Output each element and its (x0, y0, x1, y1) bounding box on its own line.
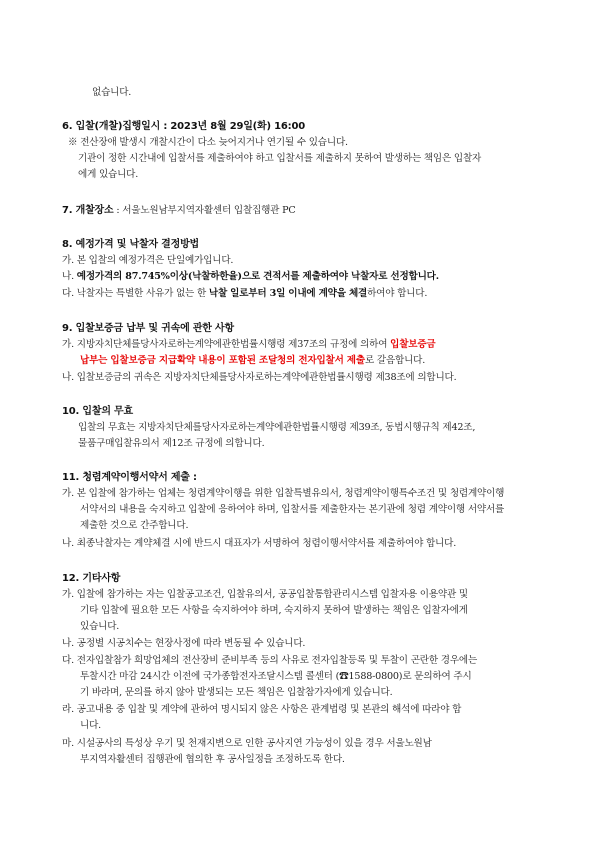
section-8-heading: 8. 예정가격 및 낙찰자 결정방법 (62, 239, 200, 250)
section-10-heading: 10. 입찰의 무효 (62, 406, 133, 417)
section-12-item-ga-line-3: 있습니다. (80, 621, 120, 632)
section-8-item-na (62, 270, 439, 283)
section-11-item-ga-line-1: 가. 본 입찰에 참가하는 업체는 청렴계약이행을 위한 입찰특별유의서, 청렴계약이행특수조건 및 청렴계약이행 (62, 488, 505, 499)
section-12-item-ra-line-2: 니다. (80, 720, 101, 731)
section-6-body-line-2: 에게 있습니다. (78, 169, 139, 180)
section-8-item-da-suffix: 하여야 합니다. (367, 288, 428, 299)
section-9-heading: 9. 입찰보증금 납부 및 귀속에 관한 사항 (62, 323, 234, 334)
section-11-heading: 11. 청렴계약이행서약서 제출 : (62, 472, 197, 483)
section-7-line (62, 204, 295, 217)
section-12-item-da-line-2: 투찰시간 마감 24시간 이전에 국가종합전자조달시스템 콜센터 (☎1588-0800)로 문의하여 주시 (80, 671, 472, 682)
section-9-item-ga-suffix: 로 갈음합니다. (364, 355, 426, 366)
section-9-item-ga-text: 가. 지방자치단체를당사자로하는계약에관한법률시행령 제37조의 규정에 의하여 (62, 339, 391, 350)
section-8-item-da (62, 287, 427, 300)
section-12-item-ra-line-1: 라. 공고내용 중 입찰 및 계약에 관하여 명시되지 않은 사항은 관계법령 및 본관의 해석에 따라야 합 (62, 704, 462, 715)
section-8-item-da-bold: 낙찰 일로부터 3일 이내에 계약을 체결 (208, 288, 368, 299)
section-12-item-ma-line-2: 부지역자활센터 집행관에 협의한 후 공사일정을 조정하도록 한다. (80, 754, 345, 765)
section-8-item-da-prefix: 다. 낙찰자는 특별한 사유가 없는 한 (62, 288, 209, 299)
section-12-item-ga-line-2: 기타 입찰에 필요한 모든 사항을 숙지하여야 하며, 숙지하지 못하여 발생하는 책임은 입찰자에게 (80, 605, 468, 616)
section-9-item-ga-red: 입찰보증금 (390, 339, 436, 350)
section-6-heading: 6. 입찰(개찰)집행일시 : 2023년 8월 29일(화) 16:00 (62, 121, 305, 132)
section-12-item-na: 나. 공정별 시공치수는 현장사정에 따라 변동될 수 있습니다. (62, 638, 306, 649)
section-8-item-na-prefix: 나. (62, 271, 77, 282)
section-6-body-line-1: 기관이 정한 시간내에 입찰서를 제출하여야 하고 입찰서를 제출하지 못하여 발생하는 책임은 입찰자 (78, 153, 482, 164)
section-10-body-line-1: 입찰의 무효는 지방자치단체를당사자로하는계약에관한법률시행령 제39조, 동법시행규칙 제42조, (78, 422, 476, 433)
intro-tail-text: 없습니다. (92, 87, 132, 98)
section-7-value: : 서울노원남부지역자활센터 입찰집행관 PC (113, 205, 296, 216)
section-9-item-na: 나. 입찰보증금의 귀속은 지방자치단체를당사자로하는계약에관한법률시행령 제38조에 의합니다. (62, 372, 457, 383)
section-9-item-ga-line-2 (80, 354, 425, 367)
section-8-item-ga: 가. 본 입찰의 예정가격은 단일예가입니다. (62, 255, 234, 266)
section-12-item-da-line-3: 기 바라며, 문의를 하지 않아 발생되는 모든 책임은 입찰참가자에게 있습니다. (80, 687, 393, 698)
section-7-label: 7. 개찰장소 (62, 205, 114, 216)
section-12-item-da-line-1: 다. 전자입찰참가 희망업체의 전산장비 준비부족 등의 사유로 전자입찰등록 및 투찰이 곤란한 경우에는 (62, 655, 478, 666)
section-9-item-ga-red-2: 납부는 입찰보증금 지급확약 내용이 포함된 조달청의 전자입찰서 제출 (80, 355, 365, 366)
section-6-note: ※ 전산장애 발생시 개찰시간이 다소 늦어지거나 연기될 수 있습니다. (68, 137, 348, 148)
section-10-body-line-2: 물품구매입찰유의서 제12조 규정에 의합니다. (78, 438, 265, 449)
section-12-item-ma-line-1: 마. 시설공사의 특성상 우기 및 천재지변으로 인한 공사지연 가능성이 있을 경우 서울노원남 (62, 738, 432, 749)
section-11-item-ga-line-2: 서약서의 내용을 숙지하고 입찰에 응하여야 하며, 입찰서를 제출한자는 본기관에 청렴 계약이행 서약서를 (80, 504, 505, 515)
section-11-item-na: 나. 최종낙찰자는 계약체결 시에 반드시 대표자가 서명하여 청렴이행서약서를 제출하여야 합니다. (62, 538, 457, 549)
section-11-item-ga-line-3: 제출한 것으로 간주합니다. (80, 520, 189, 531)
section-9-item-ga-line-1 (62, 338, 435, 351)
section-12-item-ga-line-1: 가. 입찰에 참가하는 자는 입찰공고조건, 입찰유의서, 공공입찰통합관리시스템 입찰자용 이용약관 및 (62, 589, 468, 600)
section-12-heading: 12. 기타사항 (62, 573, 121, 584)
section-8-item-na-bold: 예정가격의 87.745%이상(낙찰하한율)으로 견적서를 제출하여야 낙찰자로 선정합니다. (76, 271, 439, 282)
